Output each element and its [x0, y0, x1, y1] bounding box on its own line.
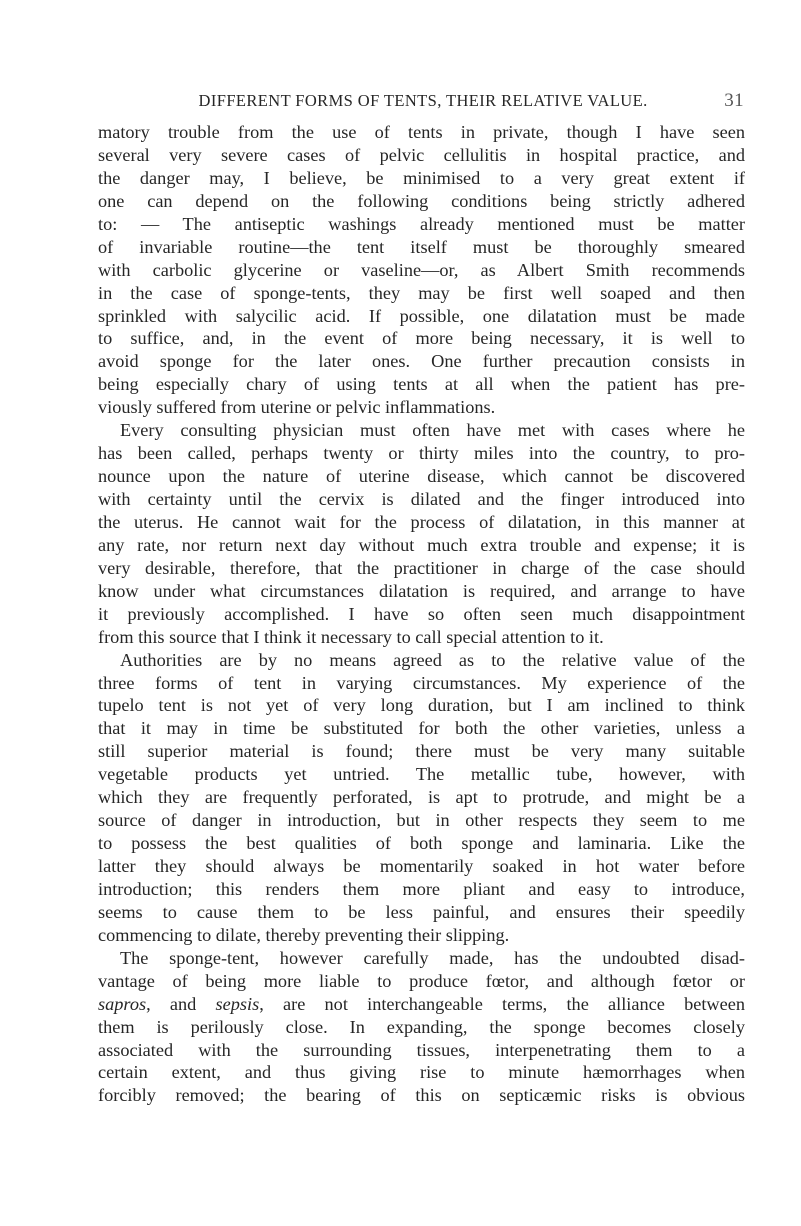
- text-line: being especially chary of using tents at all when the patient has pre-: [98, 374, 745, 395]
- text-line: nounce upon the nature of uterine disease, which cannot be discovered: [98, 466, 745, 487]
- text-line: any rate, nor return next day without much extra trouble and expense; it is: [98, 534, 745, 555]
- text-line: the uterus. He cannot wait for the process of dilatation, in this manner at: [98, 511, 745, 532]
- text-line: it previously accomplished. I have so often seen much disappointment: [98, 603, 745, 624]
- text-line: avoid sponge for the later ones. One further precaution consists in: [98, 351, 745, 372]
- text-line: know under what circumstances dilatation is required, and arrange to have: [98, 580, 745, 601]
- page-number: 31: [724, 90, 744, 111]
- text-line: with carbolic glycerine or vaseline—or, as Albert Smith recommends: [98, 259, 745, 280]
- text-line: which they are frequently perforated, is apt to protrude, and might be a: [98, 787, 745, 808]
- running-head: [98, 90, 744, 112]
- text-line: viously suffered from uterine or pelvic inflammations.: [98, 397, 496, 418]
- text-line: to suffice, and, in the event of more being necessary, it is well to: [98, 328, 745, 349]
- text-line: matory trouble from the use of tents in private, though I have seen: [98, 122, 745, 142]
- text-line: with certainty until the cervix is dilated and the finger introduced into: [98, 489, 745, 509]
- text-line: several very severe cases of pelvic cellulitis in hospital practice, and: [98, 144, 745, 165]
- text-line: that it may in time be substituted for both the other varieties, unless a: [98, 718, 745, 739]
- text-line: sapros, and sepsis, are not interchangeable terms, the alliance between: [98, 993, 745, 1014]
- text-line: introduction; this renders them more pliant and easy to introduce,: [98, 878, 745, 899]
- text-line: source of danger in introduction, but in other respects they seem to me: [98, 810, 745, 831]
- text-line: certain extent, and thus giving rise to minute hæmorrhages when: [98, 1062, 745, 1083]
- text-line: forcibly removed; the bearing of this on septicæmic risks is obvious: [98, 1085, 745, 1106]
- text-line: tupelo tent is not yet of very long duration, but I am inclined to think: [98, 695, 745, 716]
- running-head-title: DIFFERENT FORMS OF TENTS, THEIR RELATIVE VALUE.: [198, 91, 648, 110]
- text-line: associated with the surrounding tissues, interpenetrating them to a: [98, 1039, 745, 1060]
- text-line: has been called, perhaps twenty or thirty miles into the country, to pro-: [98, 443, 745, 464]
- text-line: still superior material is found; there must be very many suitable: [98, 741, 745, 762]
- text-line: to possess the best qualities of both sponge and laminaria. Like the: [98, 833, 745, 854]
- body-text: [98, 121, 745, 1107]
- text-line: from this source that I think it necessary to call special attention to it.: [98, 626, 604, 647]
- text-line: vantage of being more liable to produce fœtor, and although fœtor or: [98, 970, 745, 991]
- text-line: latter they should always be momentarily soaked in hot water before: [98, 856, 745, 876]
- text-line: to: — The antiseptic washings already mentioned must be matter: [98, 213, 745, 234]
- text-line: three forms of tent in varying circumstances. My experience of the: [98, 672, 745, 693]
- paragraph-start-line: The sponge-tent, however carefully made, has the undoubted disad-: [120, 947, 745, 968]
- text-line: vegetable products yet untried. The metallic tube, however, with: [98, 764, 745, 785]
- text-line: the danger may, I believe, be minimised to a very great extent if: [98, 167, 745, 188]
- text-line: one can depend on the following conditions being strictly adhered: [98, 190, 745, 211]
- paragraph-start-line: Every consulting physician must often have met with cases where he: [120, 420, 745, 441]
- text-line: commencing to dilate, thereby preventing their slipping.: [98, 924, 510, 945]
- text-line: in the case of sponge-tents, they may be first well soaped and then: [98, 282, 745, 303]
- text-line: them is perilously close. In expanding, the sponge becomes closely: [98, 1016, 745, 1037]
- paragraph-start-line: Authorities are by no means agreed as to the relative value of the: [120, 649, 745, 670]
- text-line: seems to cause them to be less painful, and ensures their speedily: [98, 901, 745, 922]
- text-line: very desirable, therefore, that the practitioner in charge of the case should: [98, 557, 745, 578]
- text-line: sprinkled with salycilic acid. If possible, one dilatation must be made: [98, 305, 745, 326]
- text-line: of invariable routine—the tent itself must be thoroughly smeared: [98, 236, 745, 257]
